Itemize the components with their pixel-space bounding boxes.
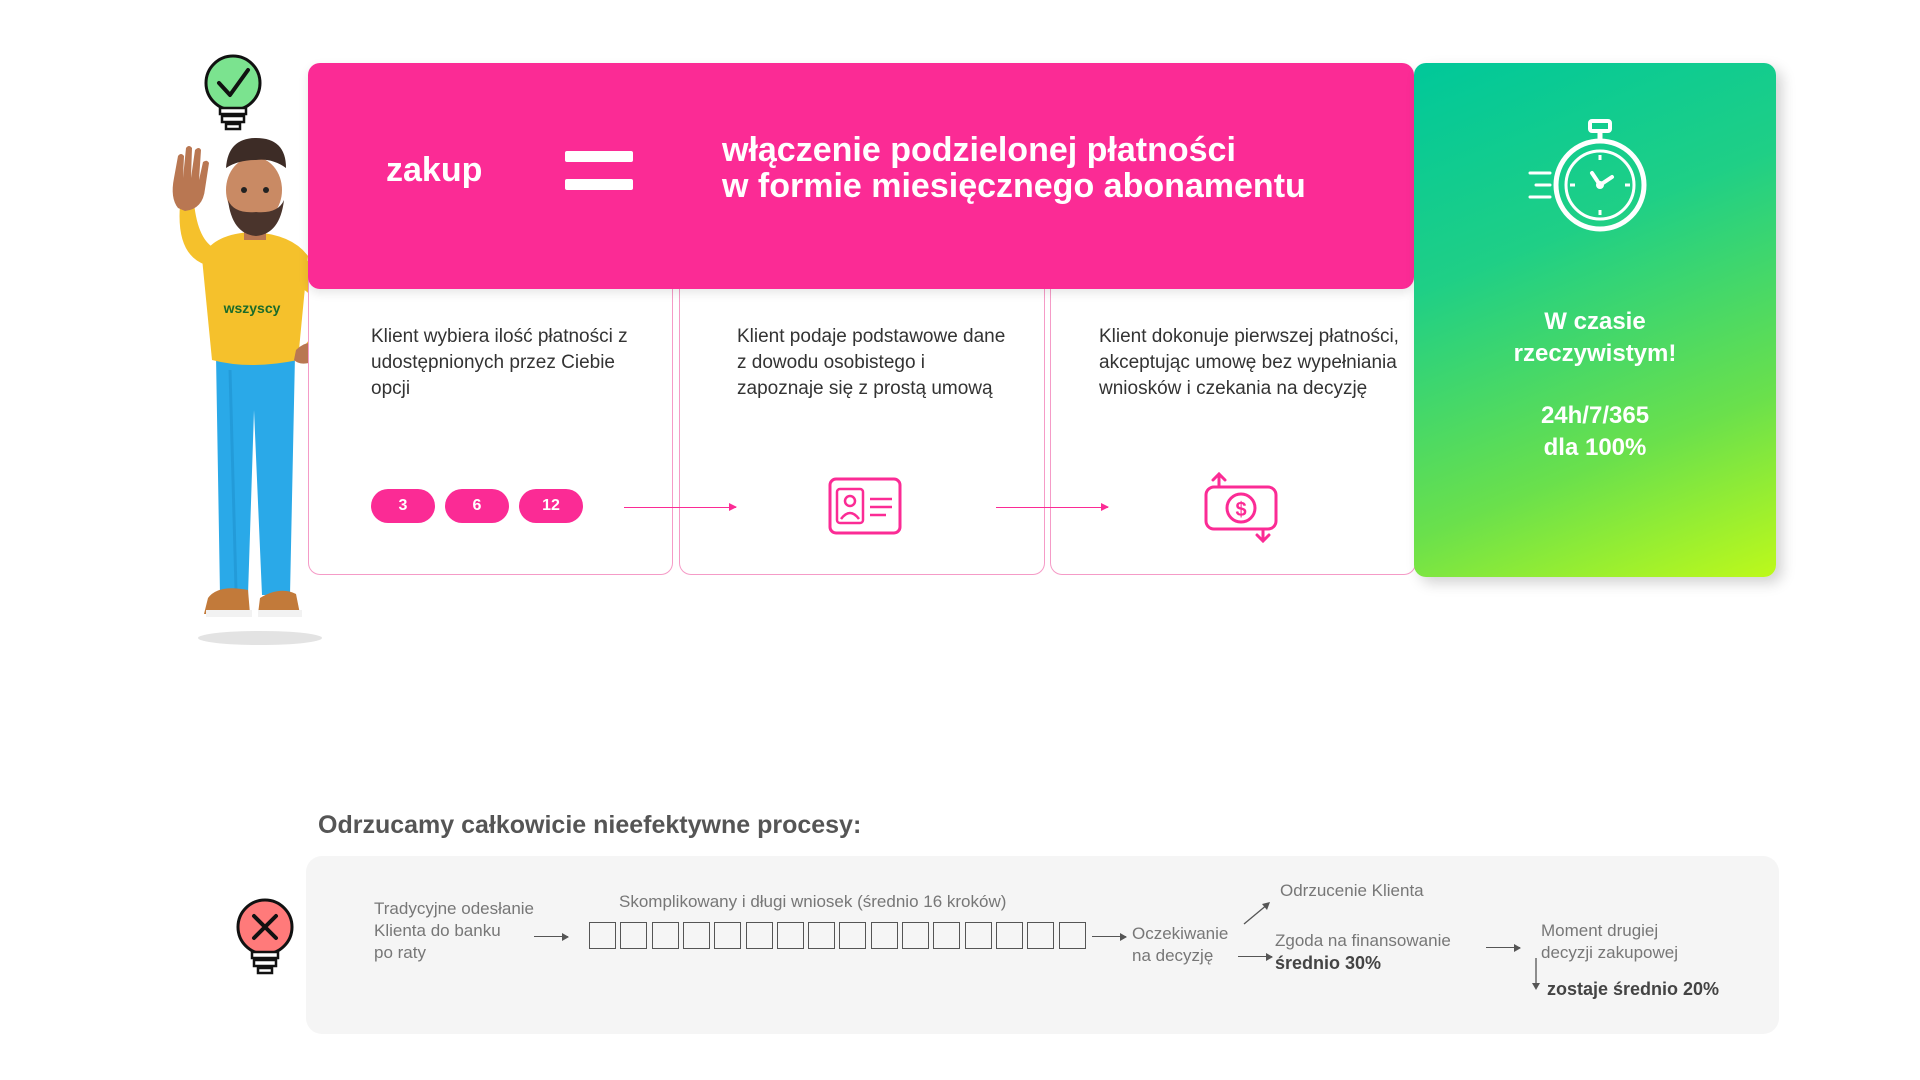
purchase-equation-banner — [308, 63, 1414, 289]
rejection-text: Odrzucenie Klienta — [1280, 881, 1424, 900]
traditional-line-1: Tradycyjne odesłanie — [374, 899, 535, 918]
waiting-line-2: na decyzję — [1132, 946, 1214, 965]
flow-arrow-4 — [1486, 947, 1520, 948]
application-step-box — [777, 922, 804, 949]
application-label: Skomplikowany i długi wniosek (średnio 16 kroków) — [619, 892, 1007, 911]
id-card-icon — [828, 477, 902, 535]
application-step-box — [902, 922, 929, 949]
application-step-box — [965, 922, 992, 949]
traditional-line-2: Klienta do banku — [374, 921, 501, 940]
option-pill-3[interactable]: 3 — [371, 489, 435, 523]
approval-rate: średnio 30% — [1275, 953, 1382, 973]
step-arrow-2 — [996, 507, 1108, 508]
equals-sign-bottom — [565, 179, 633, 190]
application-step-box — [808, 922, 835, 949]
waiting-line-1: Oczekiwanie — [1132, 924, 1229, 943]
realtime-line-2: rzeczywistym! — [1513, 340, 1677, 367]
svg-text:$: $ — [1235, 499, 1247, 521]
application-step-box — [839, 922, 866, 949]
headline-line-1: włączenie podzielonej płatności — [722, 131, 1236, 169]
step-3-text: Klient dokonuje pierwszej płatności, akceptując umowę bez wypełniania wniosków i czekania na decyzję — [1099, 326, 1399, 399]
step-1-text: Klient wybiera ilość płatności z udostępnionych przez Ciebie opcji — [371, 326, 628, 399]
traditional-line-3: po raty — [374, 943, 426, 962]
option-pill-12[interactable]: 12 — [519, 489, 583, 523]
availability-text: 24h/7/365 — [1540, 402, 1650, 429]
rejection-arrow — [1240, 898, 1274, 928]
step-arrow-1 — [624, 507, 736, 508]
application-step-box — [683, 922, 710, 949]
application-step-box — [1059, 922, 1086, 949]
flow-arrow-2 — [1092, 936, 1126, 937]
realtime-panel — [1414, 63, 1776, 577]
availability-percent: dla 100% — [1543, 434, 1647, 461]
stopwatch-icon — [1526, 115, 1656, 240]
purchase-label: zakup — [386, 151, 483, 189]
lightbulb-x-icon — [230, 894, 300, 984]
realtime-line-1: W czasie — [1544, 308, 1646, 335]
application-step-box — [589, 922, 616, 949]
application-step-box — [714, 922, 741, 949]
second-decision-rate: zostaje średnio 20% — [1547, 979, 1720, 999]
second-decision-line-2: decyzji zakupowej — [1541, 943, 1679, 962]
application-step-box — [996, 922, 1023, 949]
headline-line-2: w formie miesięcznego abonamentu — [722, 167, 1306, 205]
approval-text: Zgoda na finansowanie — [1275, 931, 1451, 950]
rejected-processes-title: Odrzucamy całkowicie nieefektywne procesy: — [318, 811, 862, 839]
application-step-box — [933, 922, 960, 949]
money-transfer-icon — [1201, 467, 1281, 547]
step-2-text: Klient podaje podstawowe dane z dowodu osobistego i zapoznaje się z prostą umową — [737, 326, 1006, 399]
flow-arrow-1 — [534, 936, 568, 937]
application-step-box — [1027, 922, 1054, 949]
application-step-box — [871, 922, 898, 949]
step-card-3 — [1050, 260, 1416, 575]
rejected-process-flow — [306, 856, 1779, 1034]
step-card-2 — [679, 260, 1045, 575]
equals-sign-top — [565, 151, 633, 162]
down-arrow — [1530, 956, 1542, 992]
second-decision-line-1: Moment drugiej — [1541, 921, 1659, 940]
lightbulb-check-icon — [206, 56, 260, 129]
application-step-box — [746, 922, 773, 949]
application-step-box — [620, 922, 647, 949]
flow-arrow-3 — [1238, 956, 1272, 957]
step-card-1 — [308, 260, 673, 575]
application-step-box — [652, 922, 679, 949]
shirt-label: wszyscy — [223, 300, 281, 316]
option-pill-6[interactable]: 6 — [445, 489, 509, 523]
